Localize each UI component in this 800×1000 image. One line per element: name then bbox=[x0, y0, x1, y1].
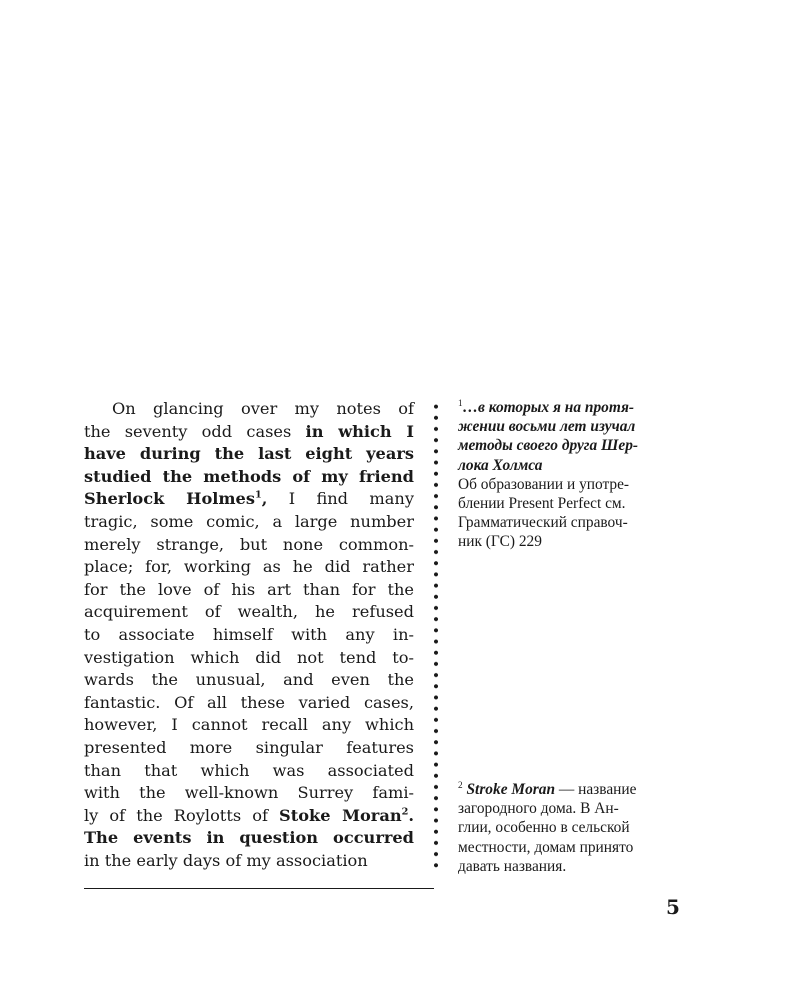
text-line: in the early days of my association bbox=[84, 850, 368, 870]
footnote-line: Грамматический справоч- bbox=[458, 514, 628, 532]
footnote-line: глии, особенно в сельской bbox=[458, 819, 630, 837]
text-line: ly of the Roylotts of Stoke Moran$^2$. bbox=[84, 805, 414, 825]
footnote-marker: 1 bbox=[458, 397, 463, 408]
text-line: wards the unusual, and even the bbox=[84, 670, 414, 690]
text-line: The events in question occurred bbox=[84, 828, 414, 848]
footnote-line: жении восьми лет изучал bbox=[458, 418, 636, 436]
footnote-line: местности, домам принято bbox=[458, 838, 634, 856]
text-line: presented more singular features bbox=[84, 737, 414, 757]
footnote-line: загородного дома. В Ан- bbox=[458, 800, 619, 818]
dotted-divider bbox=[433, 401, 439, 871]
text-line: the seventy odd cases in which I bbox=[84, 421, 414, 441]
text-line: have during the last eight years bbox=[84, 444, 414, 464]
bottom-rule bbox=[84, 888, 434, 889]
text-line: vestigation which did not tend to- bbox=[84, 647, 414, 667]
footnote-1 bbox=[458, 398, 683, 552]
text-line: On glancing over my notes of bbox=[112, 399, 414, 418]
footnote-2 bbox=[458, 780, 683, 876]
footnote-marker: 2 bbox=[458, 779, 463, 790]
text-line: however, I cannot recall any which bbox=[84, 715, 414, 735]
footnote-line: Об образовании и употре- bbox=[458, 475, 630, 493]
text-line: to associate himself with any in- bbox=[84, 624, 414, 644]
text-line: studied the methods of my friend bbox=[84, 466, 414, 486]
text-line: Sherlock Holmes$^1$, I find many bbox=[84, 489, 414, 509]
text-line: acquirement of wealth, he refused bbox=[84, 602, 414, 622]
footnote-line: блении Present Perfect см. bbox=[458, 494, 626, 512]
footnote-ref-2: 2 bbox=[401, 806, 409, 818]
text-line: tragic, some comic, a large number bbox=[84, 511, 414, 531]
footnote-line: ник (ГС) 229 bbox=[458, 533, 542, 551]
text-line: merely strange, but none common- bbox=[84, 534, 414, 554]
text-line: for the love of his art than for the bbox=[84, 579, 414, 599]
footnote-line: методы своего друга Шер- bbox=[458, 437, 639, 455]
footnote-ref-1: 1 bbox=[254, 489, 262, 501]
text-line: than that which was associated bbox=[84, 760, 414, 780]
text-line: fantastic. Of all these varied cases, bbox=[84, 692, 414, 712]
footnote-line: $^2$ Stroke Moran — название bbox=[458, 779, 637, 798]
text-line: place; for, working as he did rather bbox=[84, 557, 414, 577]
footnote-line: $^1$…в которых я на протя- bbox=[458, 397, 635, 416]
footnote-line: давать названия. bbox=[458, 857, 567, 875]
footnote-line: лока Холмса bbox=[458, 456, 543, 474]
page-number: 5 bbox=[666, 895, 680, 919]
main-text bbox=[84, 398, 414, 872]
text-line: with the well-known Surrey fami- bbox=[84, 783, 414, 803]
